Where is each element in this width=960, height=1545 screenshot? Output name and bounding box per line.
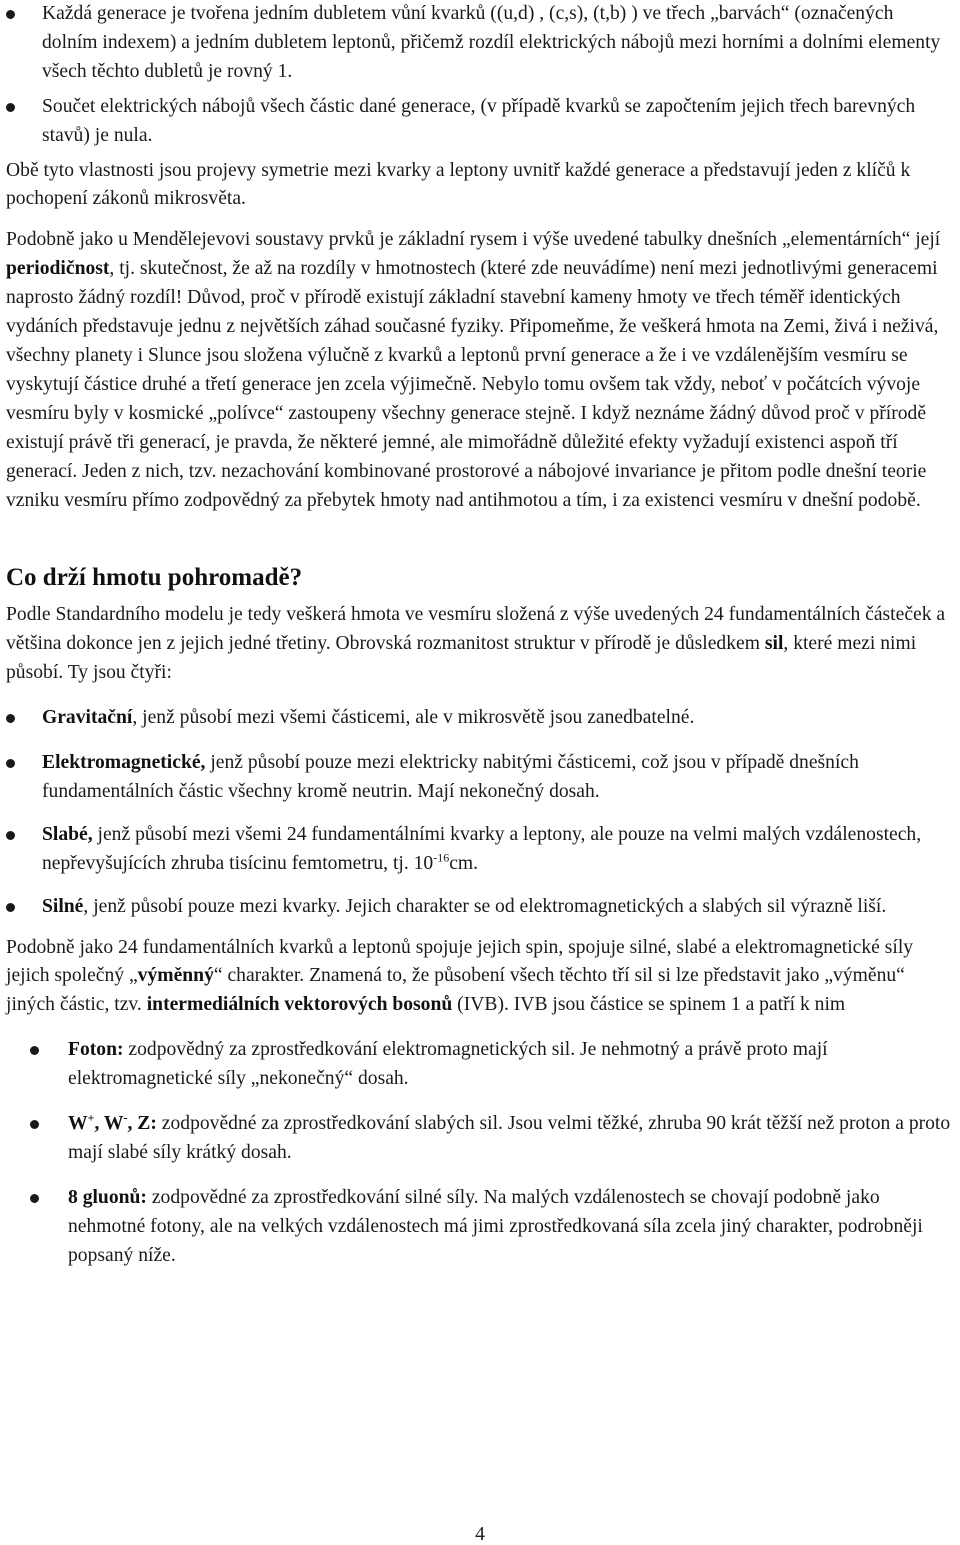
ivb-item-w-z: W+, W-, Z: zodpovědné za zprostředkování slabých sil. Jsou velmi těžké, zhruba 90 krát těžší než proton a proto mají slabé síly krátký dosah.	[68, 1110, 951, 1163]
forces-list	[6, 704, 952, 921]
list-item: Každá generace je tvořena jedním dubletem vůní kvarků ((u,d) , (c,s), (t,b) ) ve třech „barvách“ (označených dolním indexem) a jedním dubletem leptonů, přičemž rozdíl elektrických nábojů mezi horními a dolními elementy všech těchto dubletů je rovný 1.	[42, 3, 941, 82]
ivb-list	[6, 1036, 952, 1270]
force-item-strong: Silné, jenž působí pouze mezi kvarky. Jejich charakter se od elektromagnetických a slabých sil výrazně liší.	[42, 895, 887, 917]
bold-term: sil	[764, 633, 784, 655]
generation-properties-list	[6, 0, 952, 151]
force-item-electromagnetic: Elektromagnetické, jenž působí pouze mezi elektricky nabitými částicemi, což jsou v případě dnešních fundamentálních částic všechny kromě neutrin. Mají nekonečný dosah.	[42, 752, 859, 802]
bold-term: periodičnost	[6, 258, 110, 280]
paragraph-ivb: Podobně jako 24 fundamentálních kvarků a leptonů spojuje jejich spin, spojuje silné, slabé a elektromagnetické síly jejich společný „výměnný“ charakter. Znamená to, že působení všech těchto tří sil si lze představit jako „výměnu“ jiných částic, tzv. intermediálních vektorových bosonů (IVB). IVB jsou částice se spinem 1 a patří k nim	[6, 936, 914, 1016]
paragraph-symmetry: Obě tyto vlastnosti jsou projevy symetrie mezi kvarky a leptony uvnitř každé generace a představují jeden z klíčů k pochopení zákonů mikrosvěta.	[6, 159, 911, 210]
bold-term: intermediálních vektorových bosonů	[146, 994, 453, 1016]
ivb-item-photon: Foton: zodpovědný za zprostředkování elektromagnetických sil. Je nehmotný a právě proto mají elektromagnetické síly „nekonečný“ dosah.	[68, 1039, 828, 1090]
paragraph-periodicity: Podobně jako u Mendělejevovi soustavy prvků je základní rysem i výše uvedené tabulky dnešních „elementárních“ její periodičnost, tj. skutečnost, že až na rozdíly v hmotnostech (které zde neuvádíme) není mezi jednotlivými generacemi naprosto žádný rozdíl! Důvod, proč v přírodě existují základní stavební kameny hmoty ve třech téměř identických vydáních představuje jednu z největších záhad současné fyziky. Připomeňme, že veškerá hmota na Zemi, živá i neživá, všechny planety i Slunce jsou složena výlučně z kvarků a leptonů první generace a že i ve vzdálenějším vesmíru se vyskytují částice druhé a třetí generace jen zcela výjimečně. Nebylo tomu ovšem tak vždy, neboť v počátcích vývoje vesmíru byly v kosmické „polívce“ zastoupeny všechny generace stejně. I když neznáme žádný důvod proč v přírodě existují právě tři generací, je pravda, že některé jemné, ale mimořádně důležité efekty vyžadují existenci aspoň tří generací. Jeden z nich, tzv. nezachování kombinované prostorové a nábojové invariance je přitom podle dnešní teorie vzniku vesmíru přímo zodpovědný za přebytek hmoty nad antihmotou a tím, i za existenci vesmíru v dnešní podobě.	[6, 229, 941, 511]
page-number: 4	[475, 1524, 485, 1545]
force-item-gravitational: Gravitační, jenž působí mezi všemi částicemi, ale v mikrosvětě jsou zanedbatelné.	[42, 707, 695, 729]
bold-term: výměnný	[137, 965, 214, 987]
section-heading: Co drží hmotu pohromadě?	[6, 564, 303, 592]
force-item-weak: Slabé, jenž působí mezi všemi 24 fundamentálními kvarky a leptony, ale pouze na velmi malých vzdálenostech, nepřevyšujících zhruba tisícinu femtometru, tj. $10^{-16}cm$.	[42, 823, 922, 874]
list-item: Součet elektrických nábojů všech částic dané generace, (v případě kvarků se započtením jejich třech barevných stavů) je nula.	[42, 95, 916, 146]
ivb-item-gluons: 8 gluonů: zodpovědné za zprostředkování silné síly. Na malých vzdálenostech se chovají podobně jako nehmotné fotony, ale na velkých vzdálenostech má jimi zprostředkovaná síla zcela jiný charakter, podrobněji popsaný níže.	[68, 1186, 923, 1266]
paragraph-standard-model: Podle Standardního modelu je tedy veškerá hmota ve vesmíru složená z výše uvedených 24 fundamentálních částeček a většina dokonce jen z jejich jedné třetiny. Obrovská rozmanitost struktur v přírodě je důsledkem sil, které mezi nimi působí. Ty jsou čtyři:	[6, 604, 946, 684]
